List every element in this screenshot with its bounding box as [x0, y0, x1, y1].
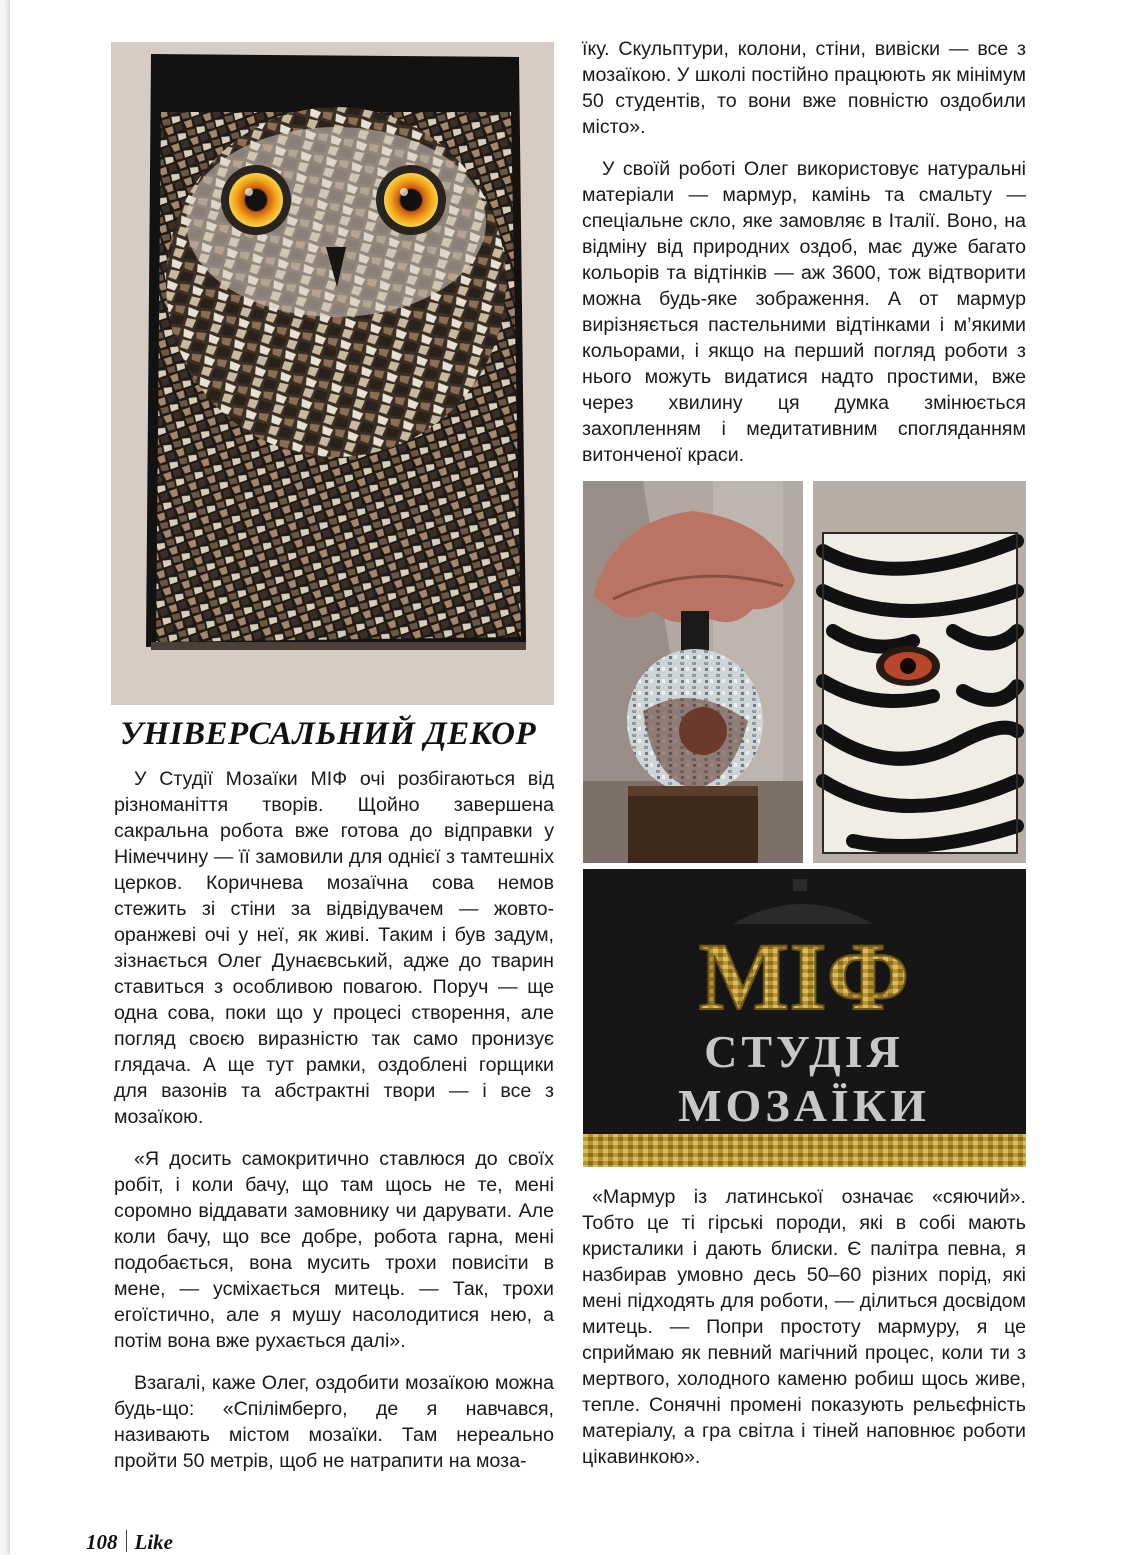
paragraph: «Я досить самокритично ставлюся до своїх робіт, і коли бачу, що там щось не те, мені соромно віддавати замовнику чи дарувати. Але коли бачу, що все добре, робота гарна, мені подобається, вона мусить трохи повисіти в мене, — усміхається митець. — Так, трохи егоїстично, але я мушу насолодитися нею, а потім вона вже рухається далі». — [114, 1148, 554, 1352]
page-footer — [86, 1530, 173, 1555]
page-number: 108 — [86, 1530, 118, 1554]
right-column-bottom-text — [582, 1184, 1026, 1470]
magazine-name: Like — [134, 1530, 173, 1554]
owl-mosaic-photo — [111, 42, 554, 705]
left-column-text — [114, 766, 554, 1474]
paragraph: їку. Скульптури, колони, стіни, вивіски — все з мозаїкою. У школі постійно працюють як мінімум 50 студентів, то вони вже повністю оздобили місто». — [582, 38, 1026, 138]
paragraph: «Мармур із латинської означає «сяючий». Тобто це ті гірські породи, які в собі мають кристалики і дають блиски. Є палітра певна, я назбирав умовно десь 50–60 різних порід, які мені підходять для роботи, — ділиться досвідом митець. — Попри простоту мармуру, я це сприймаю як певний магічний процес, коли ти з мертвого, холодного каменю робиш щось живе, тепле. Сонячні промені показують рельєфність матеріалу, а гра світла і тіней наповнює роботи цікавинкою». — [582, 1186, 1026, 1468]
section-heading: УНІВЕРСАЛЬНИЙ ДЕКОР — [120, 716, 537, 752]
mosaic-zebra-photo — [813, 481, 1026, 863]
sign-line-1: СТУДІЯ — [704, 1026, 904, 1077]
studio-sign-photo — [583, 869, 1026, 1167]
mosaic-lamp-photo — [583, 481, 803, 863]
paragraph: У Студії Мозаїки МІФ очі розбігаються від різноманіття творів. Щойно завершена сакральна робота вже готова до відправки у Німеччину — її замовили для однієї з тамтешніх церков. Коричнева мозаїчна сова немов стежить зі стіни за відвідувачем — жовто-оранжеві очі у неї, як живі. Таким і був задум, зізнається Олег Дунаєвський, адже до тварин ставиться з особливою повагою. Поруч — ще одна сова, поки що у процесі створення, але погляд своєю виразністю так само пронизує глядача. А ще тут рамки, оздоблені горщики для вазонів та абстрактні твори — і все з мозаїкою. — [114, 768, 554, 1128]
footer-separator — [126, 1530, 127, 1552]
sign-line-2: МОЗАЇКИ — [678, 1080, 930, 1131]
paragraph: У своїй роботі Олег використовує натуральні матеріали — мармур, камінь та смальту — спеціальне скло, яке замовляє в Італії. Воно, на відміну від природних оздоб, має дуже багато кольорів та відтінків — аж 3600, тож відтворити можна будь-яке зображення. А от мармур вирізняється пастельними відтінками і м’якими кольорами, і якщо на перший погляд роботи з нього можуть видатися надто простими, вже через хвилину ця думка змінюється захопленням і медитативним спогляданням витонченої краси. — [582, 158, 1026, 466]
magazine-page — [10, 0, 1144, 1555]
right-column-top-text — [582, 36, 1026, 468]
paragraph: Взагалі, каже Олег, оздобити мозаїкою можна будь-що: «Спілімберго, де я навчався, називають містом мозаїки. Там нереально пройти 50 метрів, щоб не натрапити на моза- — [114, 1372, 554, 1472]
sign-logo: МІФ — [698, 923, 910, 1030]
